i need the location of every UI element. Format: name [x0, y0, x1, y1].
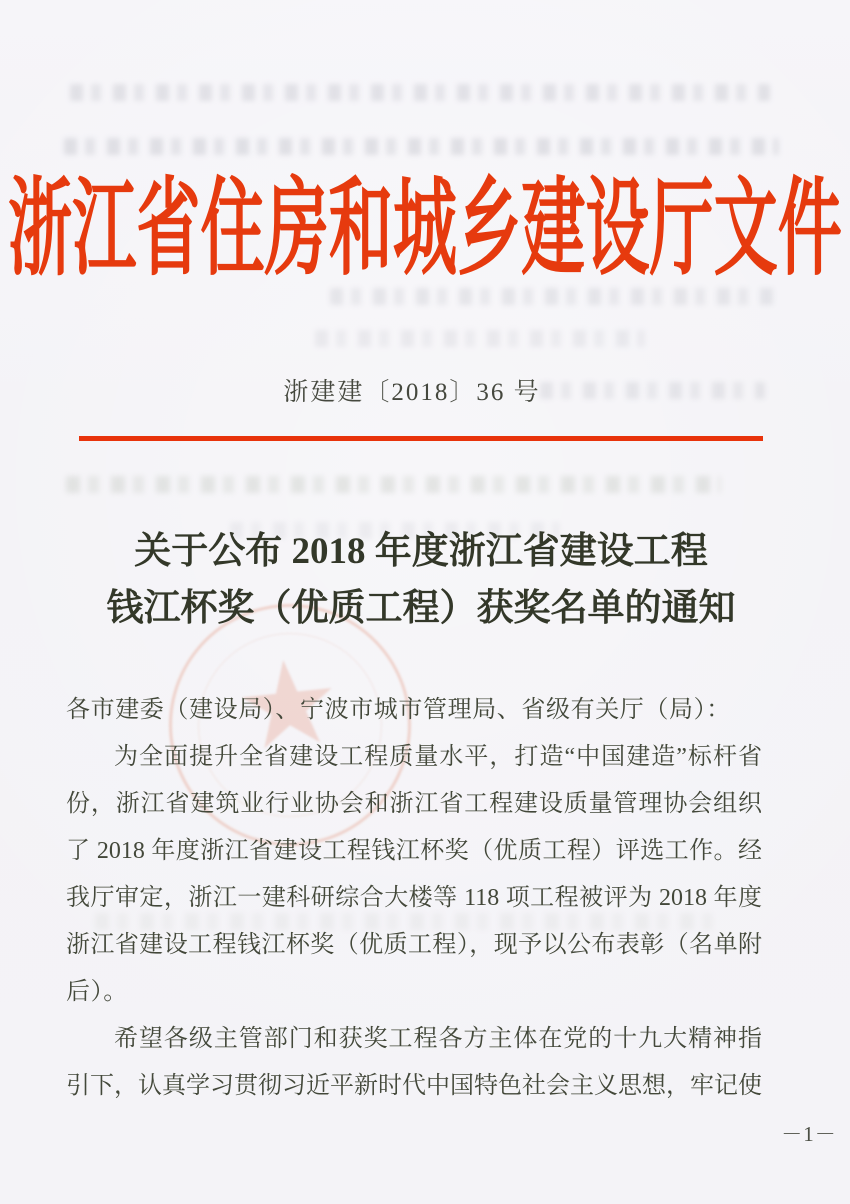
body-line: 份，浙江省建筑业行业协会和浙江省工程建设质量管理协会组织	[66, 791, 762, 817]
bleed-through-artifact	[64, 138, 779, 155]
bleed-through-artifact	[66, 476, 721, 493]
body-line: 我厅审定，浙江一建科研综合大楼等 118 项工程被评为 2018 年度	[66, 885, 762, 911]
body-line: 了 2018 年度浙江省建设工程钱江杯奖（优质工程）评选工作。经	[66, 838, 762, 864]
document-number: 浙建建〔2018〕36 号	[283, 379, 541, 406]
notice-title-line1: 关于公布 2018 年度浙江省建设工程	[134, 531, 708, 572]
notice-title	[0, 523, 842, 637]
bleed-through-artifact	[330, 288, 775, 305]
agency-masthead: 浙江省住房和城乡建设厅文件	[8, 171, 842, 288]
notice-title-line2: 钱江杯奖（优质工程）获奖名单的通知	[106, 588, 736, 629]
salutation-line: 各市建委（建设局）、宁波市城市管理局、省级有关厅（局）：	[66, 697, 731, 723]
body-line: 引下，认真学习贯彻习近平新时代中国特色社会主义思想，牢记使	[66, 1073, 762, 1099]
red-rule	[79, 436, 763, 441]
body-line: 希望各级主管部门和获奖工程各方主体在党的十九大精神指	[114, 1026, 762, 1052]
notice-body	[66, 687, 762, 1110]
page-number: －1－	[781, 1122, 837, 1146]
bleed-through-artifact	[315, 330, 645, 347]
body-line: 为全面提升全省建设工程质量水平，打造“中国建造”标杆省	[114, 744, 762, 770]
body-line: 后）。	[66, 979, 128, 1005]
body-line: 浙江省建设工程钱江杯奖（优质工程），现予以公布表彰（名单附	[66, 932, 762, 958]
star-icon: ★	[228, 634, 348, 777]
bleed-through-artifact	[70, 84, 770, 101]
